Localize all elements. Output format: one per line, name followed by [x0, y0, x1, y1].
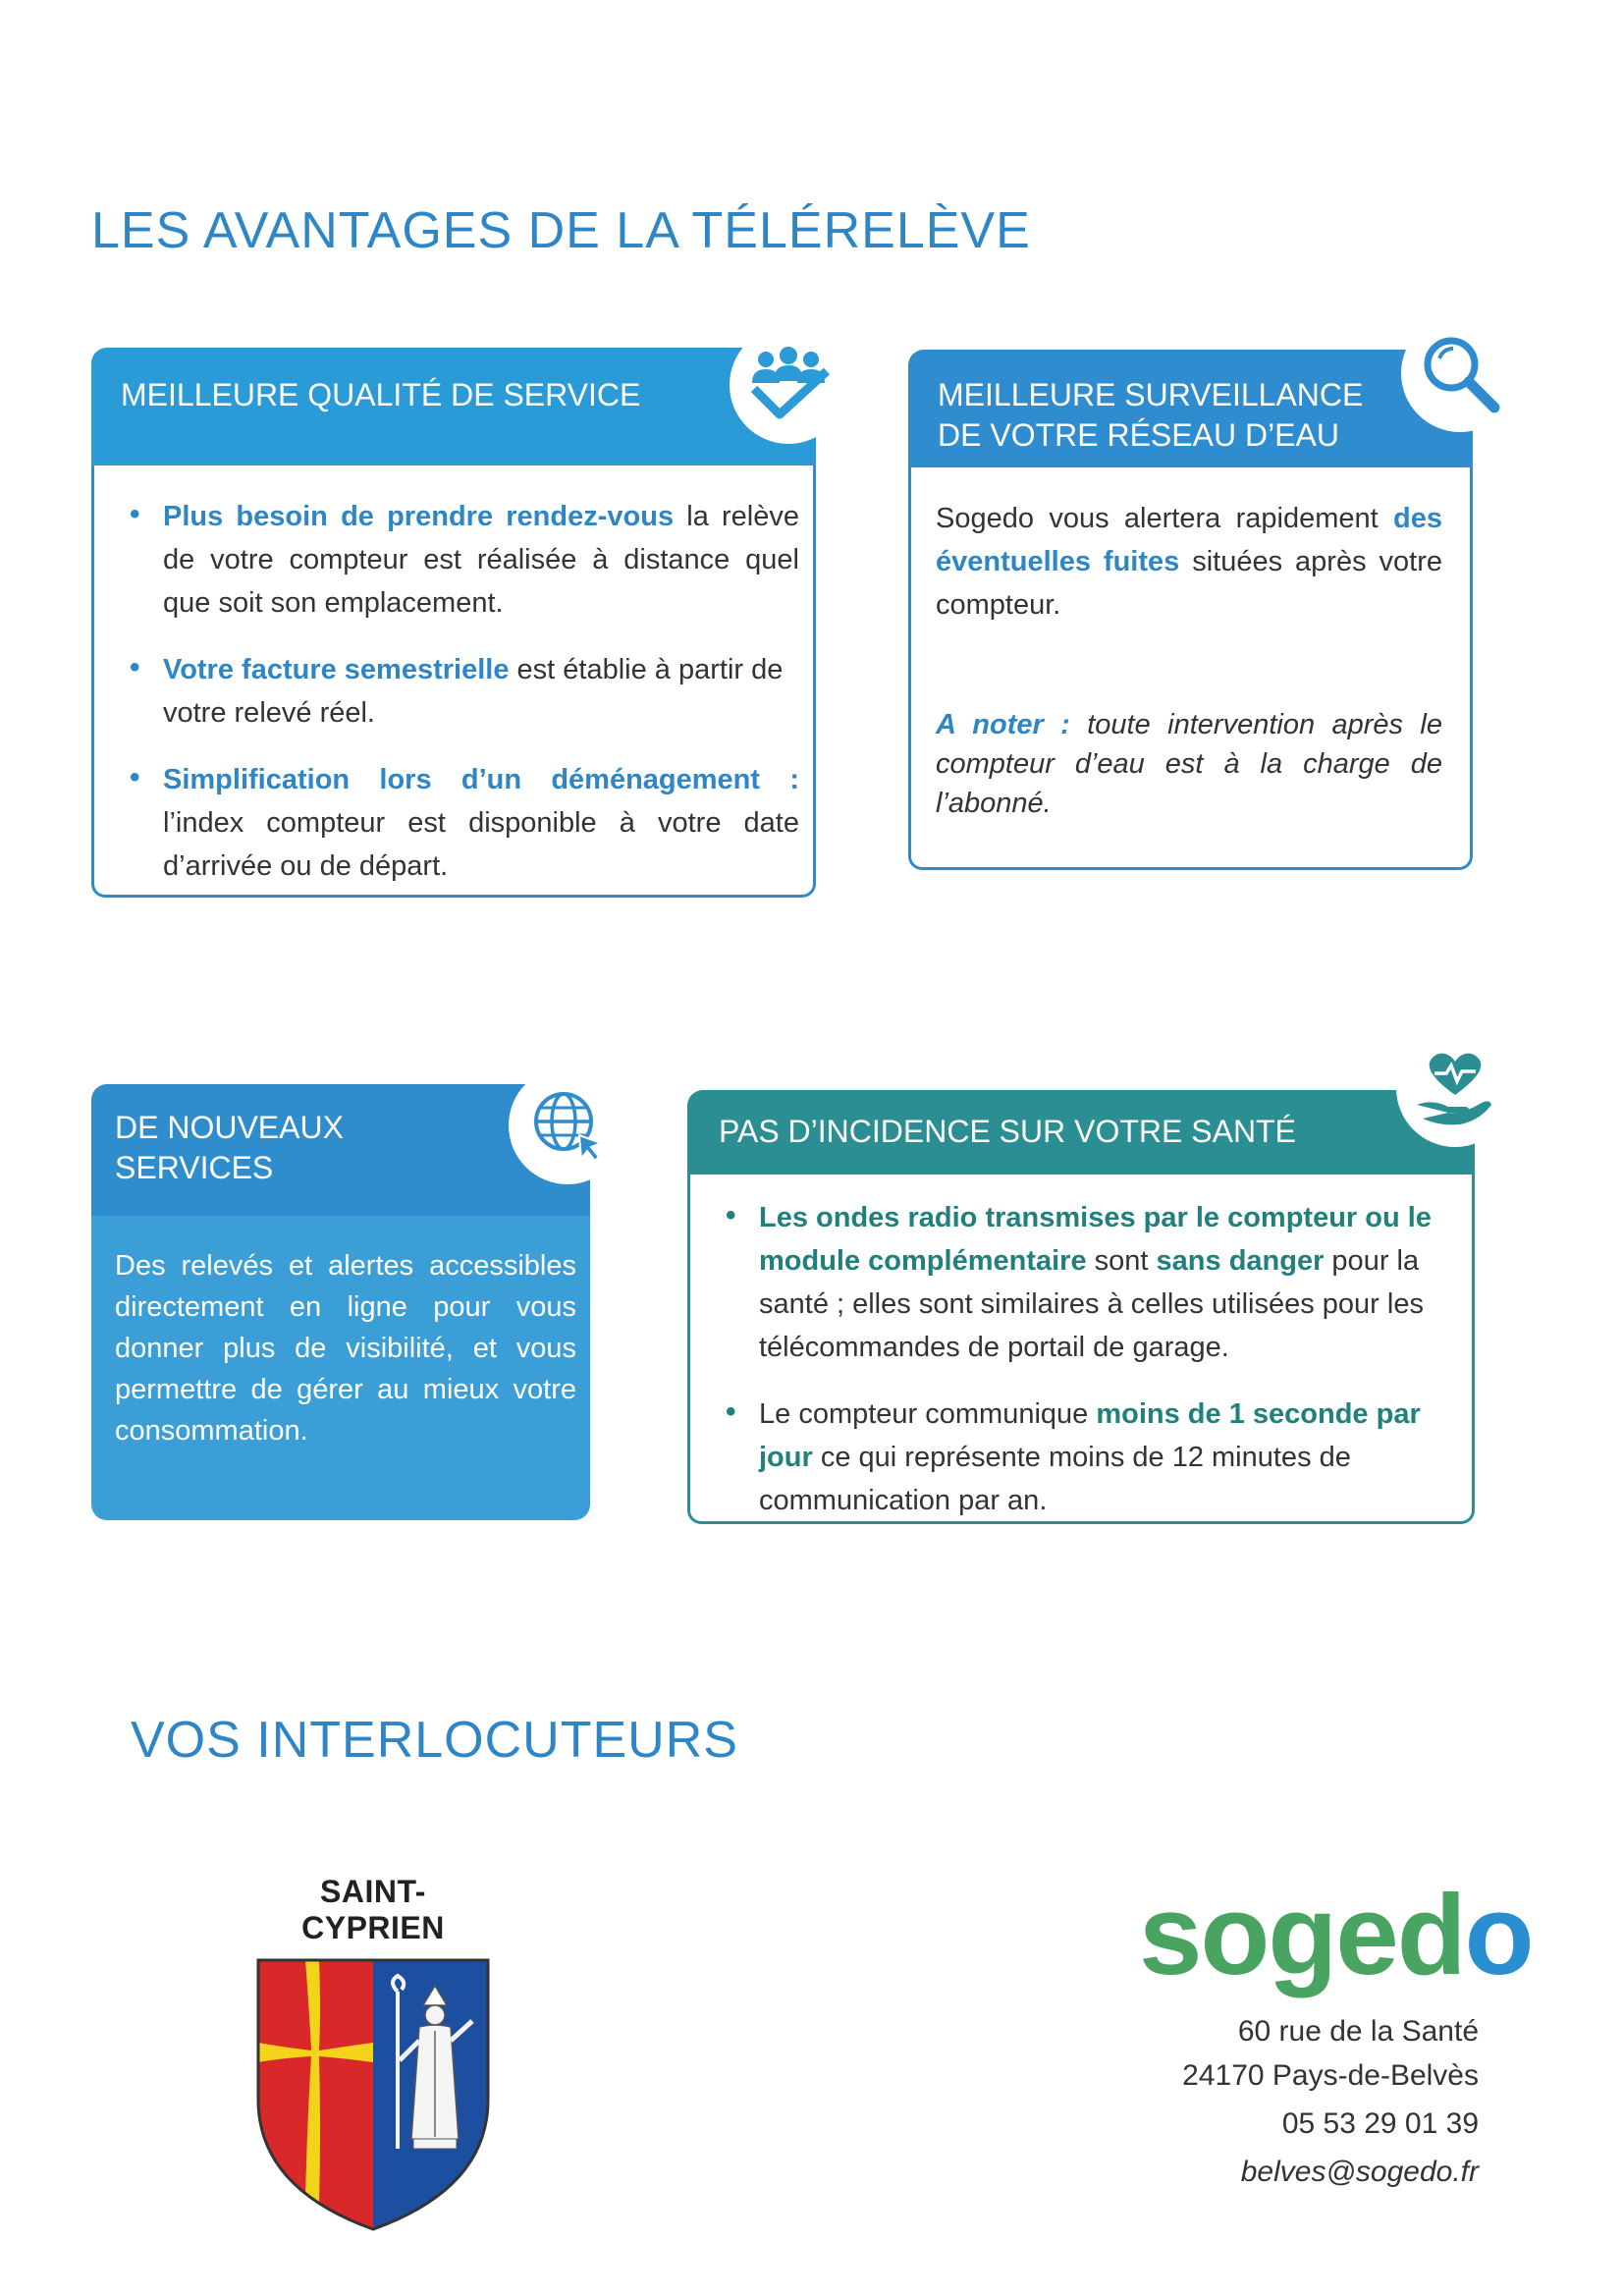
address-line: 60 rue de la Santé [1237, 2015, 1479, 2048]
address-line: 24170 Pays-de-Belvès [1182, 2059, 1479, 2092]
municipality-crest [250, 1874, 496, 2242]
card-header: MEILLEURE QUALITÉ DE SERVICE [91, 348, 816, 465]
list-item: • Plus besoin de prendre rendez-vous la relève de votre compteur est réalisée à distance quel que soit son emplacement. [130, 498, 800, 619]
card-header: PAS D’INCIDENCE SUR VOTRE SANTÉ [687, 1090, 1475, 1175]
card-header: MEILLEURE SURVEILLANCE DE VOTRE RÉSEAU D’EAU [908, 350, 1473, 467]
municipality-name: SAINT-CYPRIEN [301, 1874, 445, 1945]
list-item: • Le compteur communique moins de 1 seconde par jour ce qui représente moins de 12 minutes de communication par an. [726, 1395, 1421, 1516]
card-body [908, 467, 1473, 870]
note-text: A noter : toute intervention après le compteur d’eau est à la charge de l’abonné. [936, 709, 1442, 819]
card-new-services [91, 1084, 590, 1526]
alert-text: Sogedo vous alertera rapidement des éventuelles fuites situées après votre compteur. [936, 503, 1442, 621]
globe-cursor-icon [509, 1066, 626, 1184]
card-body: Des relevés et alertes accessibles directement en ligne pour vous donner plus de visibilité, et vous permettre de gérer au mieux votre consommation. [91, 1216, 590, 1520]
list-item: • Votre facture semestrielle est établie à partir de votre relevé réel. [130, 651, 784, 729]
card-quality-of-service [91, 348, 816, 905]
card-no-health-impact [687, 1090, 1475, 1532]
heart-hand-icon [1396, 1029, 1514, 1147]
sogedo-logo: sogedo [1139, 1871, 1533, 1998]
list-item: • Les ondes radio transmises par le compteur ou le module complémentaire sont sans danger pour la santé ; elles sont similaires à celles utilisées pour les télécommandes de portail de garage. [726, 1199, 1432, 1363]
card-body [91, 465, 816, 898]
coat-of-arms-icon [250, 1952, 496, 2237]
card-water-network-monitoring [908, 350, 1473, 876]
contact-info [1182, 2009, 1479, 2194]
section-title: VOS INTERLOCUTEURS [131, 1712, 738, 1769]
list-item: • Simplification lors d’un déménagement : l’index compteur est disponible à votre date d’arrivée ou de départ. [130, 761, 799, 882]
email-link[interactable]: belves@sogedo.fr [1240, 2156, 1479, 2188]
people-check-icon [730, 326, 847, 444]
card-body [687, 1175, 1475, 1524]
phone-number[interactable]: 05 53 29 01 39 [1281, 2107, 1479, 2140]
magnifier-icon [1401, 314, 1519, 432]
page-title: LES AVANTAGES DE LA TÉLÉRELÈVE [91, 202, 1031, 259]
card-header: DE NOUVEAUX SERVICES [91, 1084, 590, 1216]
